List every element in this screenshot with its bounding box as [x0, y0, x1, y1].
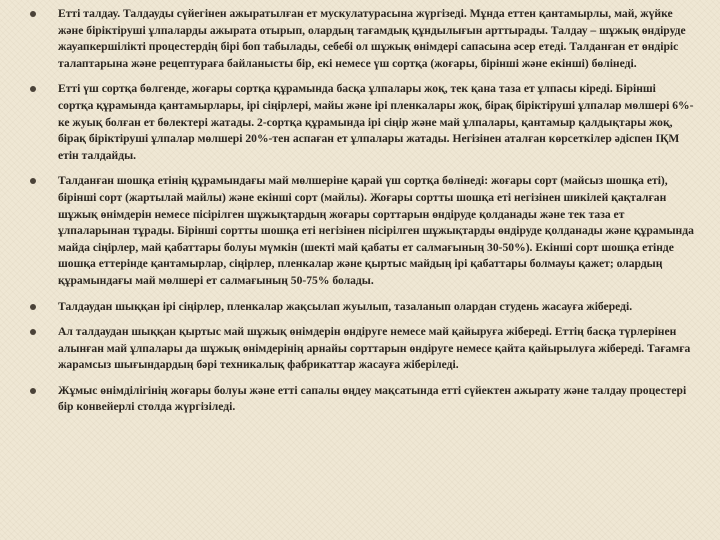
- paragraph-text: Етті үш сортқа бөлгенде, жоғары сортқа құрамында басқа ұлпалары жоқ, тек қана таза ет ұлпасы кіреді. Бірінші сортқа құрамында қантамырлары, ірі сіңірлері, майы және ірі пленкалары жоқ, бірақ біріктіруші ұлпалар мөлшері 6%-ке жуық болған ет бөлектері жатады. 2-сортқа құрамында ірі сіңір және май ұлпалары, қантамыр қалдықтары жоқ, бірақ біріктіруші ұлпалар мөлшері 20%-тен аспаған ет ұлпалары жатады. Негізінен аталған көрсеткілер әдіспен ІҚМ етін талдайды.: [58, 82, 694, 162]
- bullet-icon: [30, 178, 36, 184]
- bullet-icon: [30, 329, 36, 335]
- bullet-icon: [30, 11, 36, 17]
- paragraph-text: Талдаудан шыққан ірі сіңірлер, пленкалар жақсылап жуылып, тазаланып олардан студень жасауға жібереді.: [58, 299, 633, 313]
- list-item: [28, 6, 694, 72]
- paragraph-text: Ал талдаудан шыққан қыртыс май шұжық өнімдерін өндіруге немесе май қайыруға жібереді. Еттің басқа түрлерінен алынған май ұлпалары да шұжық өнімдерінің арнайы сорттарын өндіруге немесе қайта қайырылуға жібереді. Тағамға жарамсыз шығындардың бәрі техникалық фабрикаттар жасауға жіберіледі.: [58, 325, 691, 372]
- list-item: [28, 324, 694, 374]
- paragraph-text: Етті талдау. Талдауды сүйегінен ажыратылған ет мускулатурасына жүргізеді. Мұнда еттен қантамырлы, май, жүйке және біріктіруші ұлпаларды ажырата отырып, олардың тағамдық құндылығын арттырады. Талдау – шұжық өндіруде жауапкершілікті процестердің бірі боп табылады, себебі ол шұжық өнімдері сапасына әсер етеді. Талданған ет өндіріс талаптарына және рецептураға байланысты бір, екі немесе үш сортқа (жоғары, бірінші және екінші) бөлінеді.: [58, 7, 686, 70]
- list-item: [28, 383, 694, 416]
- paragraph-text: Талданған шошқа етінің құрамындағы май мөлшеріне қарай үш сортқа бөлінеді: жоғары сорт (майсыз шошқа еті), бірінші сорт (жартылай майлы) және екінші сорт (майлы). Жоғары сортты шошқа еті негізінен шикілей қақталған шұжық өнімдерін немесе пісірілген шұжықтардың жоғары сорттарын өндіруде қолданады және тек таза ет ұлпаларынан тұрады. Бірінші сортты шошқа еті негізінен пісірілген шұжықтарды өндіруде қолданады және құрамында майда сіңірлер, май қабаттары болуы мүмкін (шекті май қабаты ет салмағының 30-50%). Екінші сорт шошқа етінде шошқа еттерінде қантамырлар, сіңірлер, пленкалар және қыртыс майдың ірі қабаттары болмауы қажет; олардың құрамындағы май мөлшері ет салмағының 50-75% болады.: [58, 174, 694, 287]
- paragraph-text: Жұмыс өнімділігінің жоғары болуы және етті сапалы өңдеу мақсатында етті сүйектен ажырату және талдау процестері бір конвейерлі столда жүргізіледі.: [58, 383, 687, 414]
- bullet-icon: [30, 304, 36, 310]
- list-item: [28, 173, 694, 289]
- bullet-icon: [30, 388, 36, 394]
- list-item: [28, 81, 694, 164]
- bullet-list: [28, 6, 694, 416]
- list-item: [28, 299, 694, 316]
- bullet-icon: [30, 86, 36, 92]
